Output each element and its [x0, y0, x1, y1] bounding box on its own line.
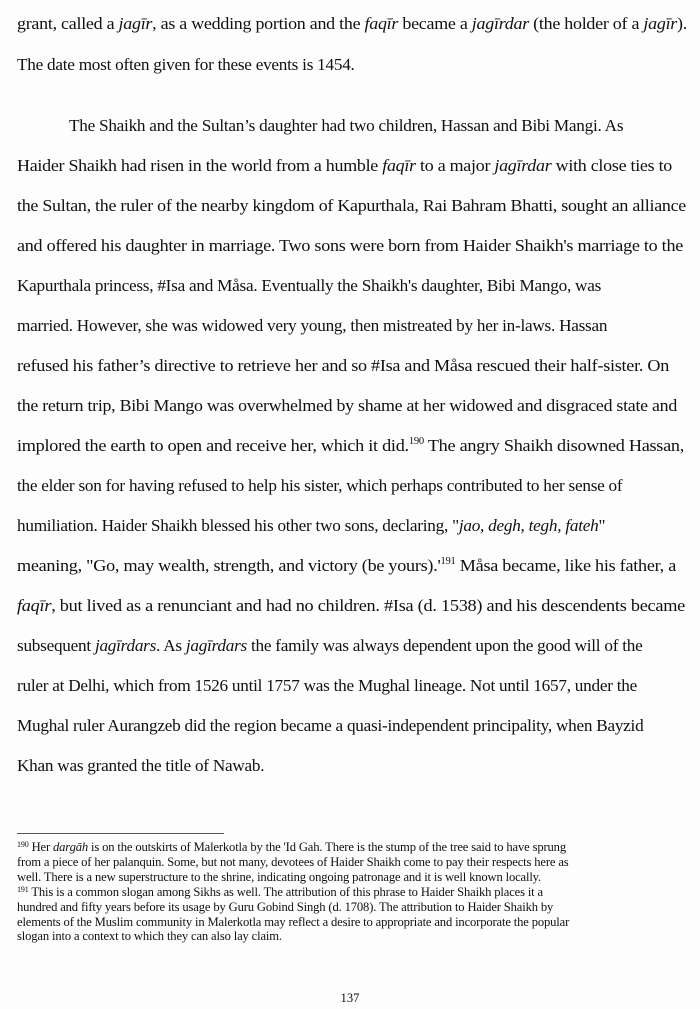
- footnote-line: slogan into a context to which they can also lay claim.: [17, 929, 282, 944]
- page-number: 137: [340, 991, 360, 1005]
- italic-term: dargāh: [53, 840, 89, 854]
- footnote-reference[interactable]: 190: [408, 436, 424, 447]
- body-line: grant, called a jagīr, as a wedding portion and the faqīr became a jagīrdar (the holder of a jagīr).: [17, 14, 687, 33]
- body-line: the return trip, Bibi Mango was overwhelmed by shame at her widowed and disgraced state and: [17, 396, 677, 415]
- body-line: and offered his daughter in marriage. Two sons were born from Haider Shaikh's marriage to the: [17, 236, 683, 255]
- italic-term: jagīrdar: [494, 156, 552, 175]
- footnote-line: $^{191}$ This is a common slogan among Sikhs as well. The attribution of this phrase to Haider Shaikh places it a: [17, 884, 543, 899]
- body-line: Mughal ruler Aurangzeb did the region became a quasi-independent principality, when Bayzid: [17, 716, 644, 735]
- body-line: Haider Shaikh had risen in the world from a humble faqīr to a major jagīrdar with close ties to: [17, 156, 672, 175]
- body-line: married. However, she was widowed very young, then mistreated by her in-laws. Hassan: [17, 316, 608, 335]
- body-line: meaning, "Go, may wealth, strength, and victory (be $yours).'^{191}$ Måsa became, like his father, a: [17, 556, 676, 575]
- footnote-line: $^{190}$ Her dargāh is on the outskirts of Malerkotla by the 'Id Gah. There is the stump of the tree said to have sprung: [17, 840, 566, 854]
- body-line: the elder son for having refused to help his sister, which perhaps contributed to her sense of: [17, 476, 623, 495]
- footnote-reference[interactable]: 191: [440, 556, 456, 567]
- italic-term: jagīrdar: [471, 14, 529, 33]
- body-line: ruler at Delhi, which from 1526 until 1757 was the Mughal lineage. Not until 1657, under the: [17, 676, 637, 695]
- body-line: Khan was granted the title of Nawab.: [17, 756, 265, 775]
- footnote-line: hundred and fifty years before its usage by Guru Gobind Singh (d. 1708). The attribution to Haider Shaikh by: [17, 899, 554, 914]
- italic-term: jagīrdars: [185, 636, 247, 655]
- body-line: refused his father’s directive to retrieve her and so #Isa and Måsa rescued their half-sister. On: [17, 356, 669, 375]
- footnote-separator: [17, 833, 224, 834]
- footnote-line: elements of the Muslim community in Malerkotla may reflect a desire to appropriate and incorporate the popular: [17, 914, 570, 929]
- body-line: faqīr, but lived as a renunciant and had no children. #Isa (d. 1538) and his descendents became: [17, 596, 686, 615]
- body-line: humiliation. Haider Shaikh blessed his other two sons, declaring, "jao, degh, tegh, fateh": [17, 516, 606, 535]
- footnote-line: from a piece of her palanquin. Some, but not many, devotees of Haider Shaikh come to pay their respects here as: [17, 854, 569, 869]
- body-line: The Shaikh and the Sultan’s daughter had two children, Hassan and Bibi Mangi. As: [69, 116, 624, 135]
- body-line: The date most often given for these events is 1454.: [17, 55, 355, 74]
- italic-term: jao, degh, tegh, fateh: [458, 516, 599, 535]
- italic-term: jagīr: [643, 14, 678, 33]
- body-line: subsequent jagīrdars. As jagīrdars the family was always dependent upon the good will of the: [17, 636, 643, 655]
- italic-term: faqīr: [364, 14, 399, 33]
- body-line: Kapurthala princess, #Isa and Måsa. Eventually the Shaikh's daughter, Bibi Mango, was: [17, 276, 602, 295]
- body-line: implored the earth to open and receive her, which it did.$^{190}$ The angry Shaikh disowned Hassan,: [17, 436, 684, 455]
- italic-term: jagīrdars: [94, 636, 157, 655]
- italic-term: faqīr: [17, 596, 52, 615]
- italic-term: faqīr: [382, 156, 416, 175]
- footnote-number: 191: [17, 884, 29, 894]
- body-line: the Sultan, the ruler of the nearby kingdom of Kapurthala, Rai Bahram Bhatti, sought an alliance: [17, 196, 686, 215]
- footnote-line: well. There is a new superstructure to the shrine, indicating ongoing patronage and it is well known locally.: [17, 869, 541, 884]
- italic-term: jagīr: [118, 14, 153, 33]
- footnote-number: 190: [17, 840, 29, 849]
